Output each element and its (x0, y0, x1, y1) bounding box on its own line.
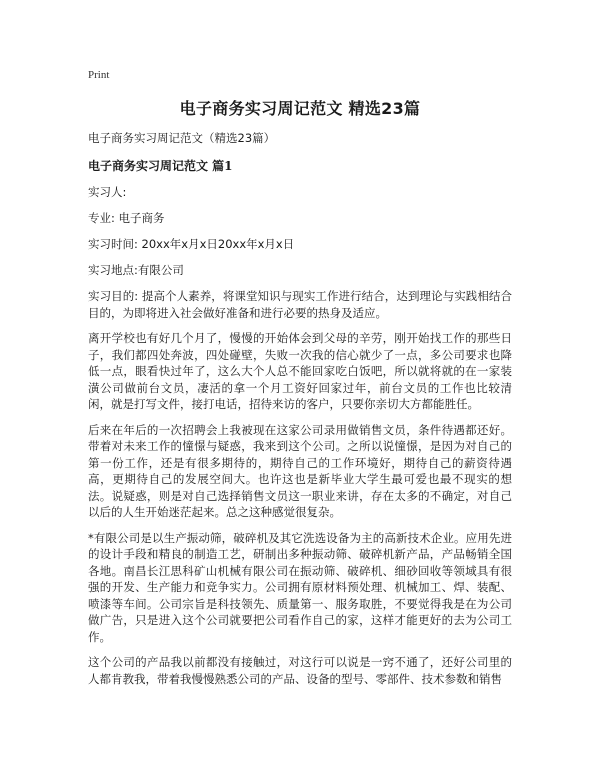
field-intern: 实习人: (88, 185, 127, 199)
document-subtitle: 电子商务实习周记范文（精选23篇） (88, 131, 276, 145)
paragraph-company: *有限公司是以生产振动筛，破碎机及其它洗选设备为主的高新技术企业。应用先进的设计手段和精良的制造工艺，研制出多种振动筛、破碎机新产品，产品畅销全国各地。南昌长江思科矿山机械有限公司在振动筛、破碎机、细砂回收等领域具有很强的开发、生产能力和竞争实力。公司拥有原材料预处理、机械加工、焊、装配、喷漆等车间。公司宗旨是科技领先、质量第一、服务取胜，不要觉得我是在为公司做广告，只是进入这个公司就要把公司看作自己的家，这样才能更好的去为公司工作。 (88, 530, 512, 644)
print-label: Print (88, 69, 110, 81)
section-heading: 电子商务实习周记范文 篇1 (88, 159, 233, 173)
field-major: 专业: 电子商务 (88, 211, 165, 225)
field-location: 实习地点:有限公司 (88, 263, 184, 277)
field-period: 实习时间: 20xx年x月x日20xx年x月x日 (88, 237, 295, 251)
paragraph-learning: 这个公司的产品我以前都没有接触过，对这行可以说是一窍不通了，还好公司里的人都肯教我，带着我慢慢熟悉公司的产品、设备的型号、零部件、技术参数和销售 (88, 655, 512, 686)
page-title: 电子商务实习周记范文 精选23篇 (179, 99, 421, 118)
paragraph-background: 离开学校也有好几个月了，慢慢的开始体会到父母的辛劳，刚开始找工作的那些日子，我们都四处奔波，四处碰壁，失败一次我的信心就少了一点，多公司要求也降低一点，眼看快过年了，这么大个人总不能回家吃白饭吧，所以就将就的在一家装潢公司做前台文员，凄活的拿一个月工资好回家过年，前台文员的工作也比较清闲，就是打写文件，接打电话，招待来访的客户，只要你亲切大方都能胜任。 (88, 331, 512, 411)
paragraph-purpose: 实习目的: 提高个人素养，将课堂知识与现实工作进行结合，达到理论与实践相结合目的，为即将进入社会做好准备和进行必要的热身及适应。 (88, 289, 512, 320)
paragraph-new-job: 后来在年后的一次招聘会上我被现在这家公司录用做销售文员，条件待遇都还好。带着对未来工作的憧憬与疑惑，我来到这个公司。之所以说憧憬，是因为对自己的第一份工作，还是有很多期待的，期待自己的工作环境好，期待自己的薪资待遇高，更期待自己的发展空间大。也许这也是新毕业大学生最可爱也最不现实的想法。说疑惑，则是对自己选择销售文员这一职业来讲，存在太多的不确定，对自己以后的人生开始迷茫起来。总之这种感觉很复杂。 (88, 422, 512, 519)
